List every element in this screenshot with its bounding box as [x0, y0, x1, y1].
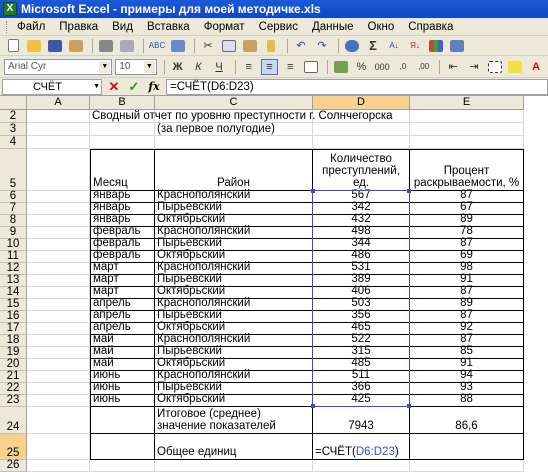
data-cell[interactable]: Пырьевский	[155, 347, 313, 359]
data-cell[interactable]: апрель	[90, 299, 155, 311]
row-header-4[interactable]: 4	[0, 136, 27, 149]
permission-icon[interactable]	[67, 38, 85, 54]
menu-help[interactable]: Справка	[408, 20, 454, 33]
cell-bg[interactable]	[90, 123, 155, 136]
font-color-icon[interactable]: A	[532, 60, 541, 73]
data-cell[interactable]: Пырьевский	[155, 275, 313, 287]
row-header-20[interactable]: 20	[0, 359, 27, 371]
cell-bg[interactable]	[410, 123, 524, 136]
data-cell[interactable]: 567	[313, 191, 410, 203]
row-header-17[interactable]: 17	[0, 323, 27, 335]
data-cell[interactable]: 87	[410, 311, 524, 323]
row-header-12[interactable]: 12	[0, 263, 27, 275]
data-cell[interactable]: Октябрьский	[155, 395, 313, 407]
cell-bg[interactable]	[27, 323, 90, 335]
total-label: Общее единиц	[155, 434, 313, 460]
data-cell[interactable]: апрель	[90, 323, 155, 335]
formula-bar	[0, 78, 548, 96]
increase-indent-icon[interactable]: ⇥	[469, 61, 479, 73]
column-header-a[interactable]: A	[27, 96, 90, 110]
cell-bg[interactable]	[27, 263, 90, 275]
data-cell[interactable]: 531	[313, 263, 410, 275]
data-cell[interactable]: Пырьевский	[155, 311, 313, 323]
cell-bg[interactable]	[90, 460, 155, 472]
underline-icon[interactable]: Ч	[215, 60, 223, 73]
select-all-corner[interactable]	[0, 96, 27, 110]
row-header-7[interactable]: 7	[0, 203, 27, 215]
window-title: Microsoft Excel - примеры для моей методичке.xls	[21, 2, 321, 16]
autosum-icon[interactable]: Σ	[369, 38, 377, 53]
data-cell[interactable]: 89	[410, 215, 524, 227]
align-right-icon[interactable]: ≡	[287, 60, 294, 73]
row-header-9[interactable]: 9	[0, 227, 27, 239]
cell-bg[interactable]	[27, 123, 90, 136]
cell-bg[interactable]	[27, 407, 90, 434]
data-cell[interactable]: 87	[410, 335, 524, 347]
data-cell[interactable]: 69	[410, 251, 524, 263]
row-header-25[interactable]: 25	[0, 434, 27, 460]
data-cell[interactable]: январь	[90, 215, 155, 227]
data-cell[interactable]: март	[90, 263, 155, 275]
cell-bg[interactable]	[27, 347, 90, 359]
data-cell[interactable]: март	[90, 275, 155, 287]
data-cell[interactable]: май	[90, 347, 155, 359]
hyperlink-icon[interactable]	[343, 38, 361, 54]
menu-insert[interactable]: Вставка	[146, 20, 190, 33]
menu-file[interactable]: Файл	[17, 20, 46, 33]
bold-icon[interactable]: Ж	[172, 60, 183, 73]
cell-bg[interactable]	[313, 123, 410, 136]
row-header-15[interactable]: 15	[0, 299, 27, 311]
drawing-icon[interactable]	[448, 38, 466, 54]
enter-icon[interactable]: ✓	[128, 78, 140, 94]
chevron-down-icon[interactable]: ▼	[93, 82, 100, 90]
toolbar-grip[interactable]	[6, 21, 9, 33]
cell-bg[interactable]	[410, 460, 524, 472]
cell-bg[interactable]	[27, 215, 90, 227]
row-header-3[interactable]: 3	[0, 123, 27, 136]
print-preview-icon[interactable]	[118, 38, 136, 54]
fill-color-icon[interactable]	[507, 59, 525, 75]
row-header-5[interactable]: 5	[0, 149, 27, 191]
data-cell[interactable]: 342	[313, 203, 410, 215]
cell-bg[interactable]	[410, 136, 524, 149]
data-cell[interactable]: 503	[313, 299, 410, 311]
print-icon[interactable]	[97, 38, 115, 54]
column-header-b[interactable]: B	[90, 96, 155, 110]
format-painter-icon[interactable]	[262, 38, 280, 54]
summary-percent[interactable]: 86,6	[410, 407, 524, 434]
summary-label: Итоговое (среднее) значение показателей	[155, 407, 313, 434]
cell-bg[interactable]	[155, 460, 313, 472]
total-percent-blank[interactable]	[410, 434, 524, 460]
data-cell[interactable]: 498	[313, 227, 410, 239]
data-cell[interactable]: 315	[313, 347, 410, 359]
formula-part: =СЧЁТ(	[315, 446, 356, 458]
name-box[interactable]: СЧЁТ ▼	[2, 79, 102, 95]
data-cell[interactable]: 485	[313, 359, 410, 371]
cell-bg[interactable]	[27, 149, 90, 191]
data-cell[interactable]: Октябрьский	[155, 215, 313, 227]
cell-bg[interactable]	[27, 227, 90, 239]
cell-bg[interactable]	[313, 460, 410, 472]
data-cell[interactable]: Октябрьский	[155, 251, 313, 263]
header-district: Район	[155, 149, 313, 191]
cell-bg[interactable]	[27, 395, 90, 407]
row-header-2[interactable]: 2	[0, 110, 27, 123]
cell-bg[interactable]	[313, 136, 410, 149]
row-header-19[interactable]: 19	[0, 347, 27, 359]
data-cell[interactable]: июнь	[90, 383, 155, 395]
cell-bg[interactable]	[27, 275, 90, 287]
data-cell[interactable]: 87	[410, 239, 524, 251]
align-left-icon[interactable]: ≡	[245, 60, 252, 73]
data-cell[interactable]: июнь	[90, 395, 155, 407]
cell-bg[interactable]	[27, 299, 90, 311]
total-month-blank[interactable]	[90, 434, 155, 460]
data-cell[interactable]: Пырьевский	[155, 383, 313, 395]
chevron-down-icon[interactable]: ▼	[99, 61, 110, 73]
active-cell-editor[interactable]	[313, 434, 410, 460]
report-subtitle: (за первое полугодие)	[157, 123, 275, 135]
data-cell[interactable]: 94	[410, 371, 524, 383]
thousands-icon[interactable]: 000	[374, 61, 390, 72]
font-name-select[interactable]: Arial Cyr ▼	[4, 59, 112, 75]
menu-data[interactable]: Данные	[311, 20, 354, 33]
increase-decimal-icon[interactable]: ,0	[399, 62, 407, 71]
data-cell[interactable]: 432	[313, 215, 410, 227]
decrease-indent-icon[interactable]: ⇤	[448, 61, 458, 73]
data-cell[interactable]: 87	[410, 287, 524, 299]
data-cell[interactable]: Краснополянский	[155, 227, 313, 239]
formula-input[interactable]: =СЧЁТ(D6:D23)	[166, 79, 548, 95]
report-title: Сводный отчет по уровню преступности г. Солнчегорска	[92, 110, 393, 122]
column-header-c[interactable]: C	[155, 96, 313, 110]
italic-icon[interactable]: К	[195, 60, 202, 73]
formatting-toolbar	[0, 56, 548, 78]
row-header-26[interactable]: 26	[0, 460, 27, 472]
row-header-23[interactable]: 23	[0, 395, 27, 407]
data-cell[interactable]: 356	[313, 311, 410, 323]
sort-asc-icon[interactable]: А↓	[389, 41, 399, 50]
data-cell[interactable]: май	[90, 359, 155, 371]
data-cell[interactable]: Краснополянский	[155, 335, 313, 347]
cell-bg[interactable]	[27, 359, 90, 371]
data-cell[interactable]: 92	[410, 323, 524, 335]
data-cell[interactable]: январь	[90, 191, 155, 203]
excel-icon: X	[3, 2, 17, 16]
spelling-icon[interactable]: ABC	[148, 41, 166, 50]
data-cell[interactable]: 67	[410, 203, 524, 215]
header-month: Месяц	[90, 149, 155, 191]
cell-bg[interactable]	[155, 136, 313, 149]
data-cell[interactable]: 91	[410, 359, 524, 371]
row-header-14[interactable]: 14	[0, 287, 27, 299]
data-cell[interactable]: 486	[313, 251, 410, 263]
currency-icon[interactable]	[332, 59, 350, 75]
data-cell[interactable]: Краснополянский	[155, 371, 313, 383]
undo-icon[interactable]: ↶	[296, 40, 306, 52]
row-header-11[interactable]: 11	[0, 251, 27, 263]
cell-bg[interactable]	[27, 311, 90, 323]
decrease-decimal-icon[interactable]: ,00	[417, 62, 430, 71]
header-count: Количество преступлений, ед.	[313, 149, 410, 191]
data-cell[interactable]: 89	[410, 299, 524, 311]
copy-icon[interactable]	[220, 38, 238, 54]
data-cell[interactable]: февраль	[90, 251, 155, 263]
cut-icon[interactable]: ✂	[203, 40, 213, 52]
standard-toolbar	[0, 36, 548, 56]
menu-bar	[0, 18, 548, 36]
save-icon[interactable]	[46, 38, 64, 54]
data-cell[interactable]: июнь	[90, 371, 155, 383]
cell-bg[interactable]	[27, 191, 90, 203]
merge-center-icon[interactable]	[302, 59, 320, 75]
menu-edit[interactable]: Правка	[59, 20, 99, 33]
data-cell[interactable]: 78	[410, 227, 524, 239]
spreadsheet-grid[interactable]	[0, 96, 548, 471]
data-cell[interactable]: Октябрьский	[155, 323, 313, 335]
data-cell[interactable]: 406	[313, 287, 410, 299]
row-header-6[interactable]: 6	[0, 191, 27, 203]
summary-count[interactable]: 7943	[313, 407, 410, 434]
data-cell[interactable]: 98	[410, 263, 524, 275]
open-icon[interactable]	[25, 38, 43, 54]
sort-desc-icon[interactable]: Я↓	[410, 41, 420, 50]
data-cell[interactable]: 366	[313, 383, 410, 395]
data-cell[interactable]: 389	[313, 275, 410, 287]
paste-icon[interactable]	[241, 38, 259, 54]
data-cell[interactable]: 511	[313, 371, 410, 383]
cancel-icon[interactable]: ✕	[108, 78, 120, 94]
data-cell[interactable]: февраль	[90, 227, 155, 239]
cell-bg[interactable]	[27, 434, 90, 460]
align-center-icon[interactable]: ≡	[261, 59, 279, 75]
data-cell[interactable]: май	[90, 335, 155, 347]
row-header-18[interactable]: 18	[0, 335, 27, 347]
menu-format[interactable]: Формат	[203, 20, 245, 33]
borders-icon[interactable]	[486, 59, 504, 75]
insert-function-icon[interactable]: fx	[148, 80, 160, 93]
data-cell[interactable]: февраль	[90, 239, 155, 251]
header-percent: Процент раскрываемости, %	[410, 149, 524, 191]
data-cell[interactable]: Октябрьский	[155, 359, 313, 371]
row-header-8[interactable]: 8	[0, 215, 27, 227]
data-cell[interactable]: март	[90, 287, 155, 299]
redo-icon[interactable]: ↷	[317, 40, 327, 52]
row-header-10[interactable]: 10	[0, 239, 27, 251]
percent-icon[interactable]: %	[356, 60, 367, 73]
font-size-select[interactable]: 10 ▼	[115, 59, 156, 75]
cell-bg[interactable]	[27, 383, 90, 395]
formula-part: D6:D23	[355, 446, 395, 458]
menu-window[interactable]: Окно	[367, 20, 395, 33]
summary-month-blank[interactable]	[90, 407, 155, 434]
data-cell[interactable]: Пырьевский	[155, 203, 313, 215]
cell-bg[interactable]	[27, 110, 90, 123]
cell-bg[interactable]	[27, 239, 90, 251]
data-cell[interactable]: Октябрьский	[155, 287, 313, 299]
cell-bg[interactable]	[27, 251, 90, 263]
cell-bg[interactable]	[27, 287, 90, 299]
row-header-21[interactable]: 21	[0, 371, 27, 383]
data-cell[interactable]: 465	[313, 323, 410, 335]
data-cell[interactable]: апрель	[90, 311, 155, 323]
cell-bg[interactable]	[27, 335, 90, 347]
cell-bg[interactable]	[27, 460, 90, 472]
data-cell[interactable]: январь	[90, 203, 155, 215]
cell-bg[interactable]	[27, 136, 90, 149]
row-header-22[interactable]: 22	[0, 383, 27, 395]
column-header-d[interactable]: D	[313, 96, 410, 110]
row-header-16[interactable]: 16	[0, 311, 27, 323]
data-cell[interactable]: 91	[410, 275, 524, 287]
data-cell[interactable]: 88	[410, 395, 524, 407]
chevron-down-icon[interactable]: ▼	[144, 61, 155, 73]
menu-tools[interactable]: Сервис	[258, 20, 298, 33]
cell-bg[interactable]	[27, 203, 90, 215]
cell-bg[interactable]	[90, 136, 155, 149]
column-header-e[interactable]: E	[410, 96, 524, 110]
data-cell[interactable]: Краснополянский	[155, 191, 313, 203]
data-cell[interactable]: Краснополянский	[155, 263, 313, 275]
data-cell[interactable]: 344	[313, 239, 410, 251]
new-icon[interactable]	[4, 38, 22, 54]
menu-view[interactable]: Вид	[112, 20, 133, 33]
cell-bg[interactable]	[27, 371, 90, 383]
data-cell[interactable]: 85	[410, 347, 524, 359]
row-header-13[interactable]: 13	[0, 275, 27, 287]
data-cell[interactable]: 522	[313, 335, 410, 347]
formula-part: )	[394, 446, 399, 458]
data-cell[interactable]: Краснополянский	[155, 299, 313, 311]
data-cell[interactable]: 425	[313, 395, 410, 407]
title-bar	[0, 0, 548, 18]
research-icon[interactable]	[169, 38, 187, 54]
data-cell[interactable]: 93	[410, 383, 524, 395]
data-cell[interactable]: 87	[410, 191, 524, 203]
row-header-24[interactable]: 24	[0, 407, 27, 434]
chart-wizard-icon[interactable]	[427, 38, 445, 54]
data-cell[interactable]: Пырьевский	[155, 239, 313, 251]
